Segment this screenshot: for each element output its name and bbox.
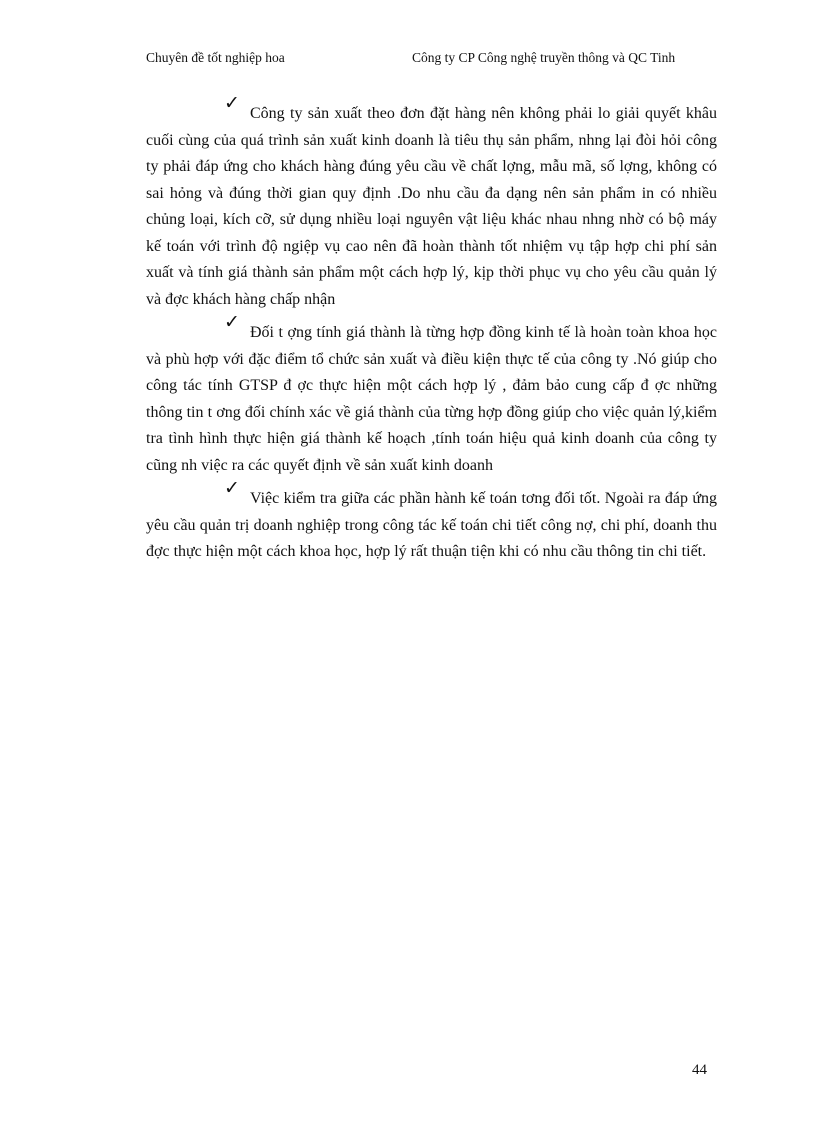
body-text	[146, 94, 717, 566]
paragraph-text: Đối t ợng tính giá thành là từng hợp đồng kinh tế là hoàn toàn khoa học và phù hợp với đặc điểm tổ chức sản xuất và điều kiện thực tế của công ty .Nó giúp cho công tác tính GTSP đ ợc thực hiện một cách hợp lý , đảm bảo cung cấp đ ợc những thông tin t ơng đối chính xác về giá thành của từng hợp đồng giúp cho việc quản lý,kiểm tra tình hình thực hiện giá thành kế hoạch ,tính toán hiệu quả kinh doanh của công ty cũng nh việc ra các quyết định về sản xuất kinh doanh	[146, 324, 717, 474]
paragraph-2	[146, 313, 717, 479]
paragraph-text: Việc kiểm tra giữa các phần hành kế toán tơng đối tốt. Ngoài ra đáp ứng yêu cầu quản trị doanh nghiệp trong công tác kế toán chi tiết công nợ, chi phí, doanh thu đợc thực hiện một cách khoa học, hợp lý rất thuận tiện khi có nhu cầu thông tin chi tiết.	[146, 490, 717, 560]
check-icon: ✓	[224, 311, 240, 333]
paragraph-1	[146, 94, 717, 313]
paragraph-text: Công ty sản xuất theo đơn đặt hàng nên không phải lo giải quyết khâu cuối cùng của quá trình sản xuất kinh doanh là tiêu thụ sản phẩm, nhng lại đòi hỏi công ty phải đáp ứng cho khách hàng đúng yêu cầu về chất lợng, mẫu mã, số lợng, không có sai hỏng và đúng thời gian quy định .Do nhu cầu đa dạng nên sản phẩm in có nhiều chủng loại, kích cỡ, sử dụng nhiều loại nguyên vật liệu khác nhau nhng nhờ có bộ máy kế toán với trình độ ngiệp vụ cao nên đã hoàn thành tốt nhiệm vụ tập hợp chi phí sản xuất và tính giá thành sản phẩm một cách hợp lý, kịp thời phục vụ cho yêu cầu quản lý và đợc khách hàng chấp nhận	[146, 105, 717, 308]
header-right: Công ty CP Công nghệ truyền thông và QC Tinh	[412, 50, 676, 65]
paragraph-3	[146, 479, 717, 566]
header-left: Chuyên đề tốt nghiệp hoa	[146, 50, 285, 65]
check-icon: ✓	[224, 477, 240, 499]
page-number: 44	[692, 1062, 707, 1078]
check-icon: ✓	[224, 92, 240, 114]
